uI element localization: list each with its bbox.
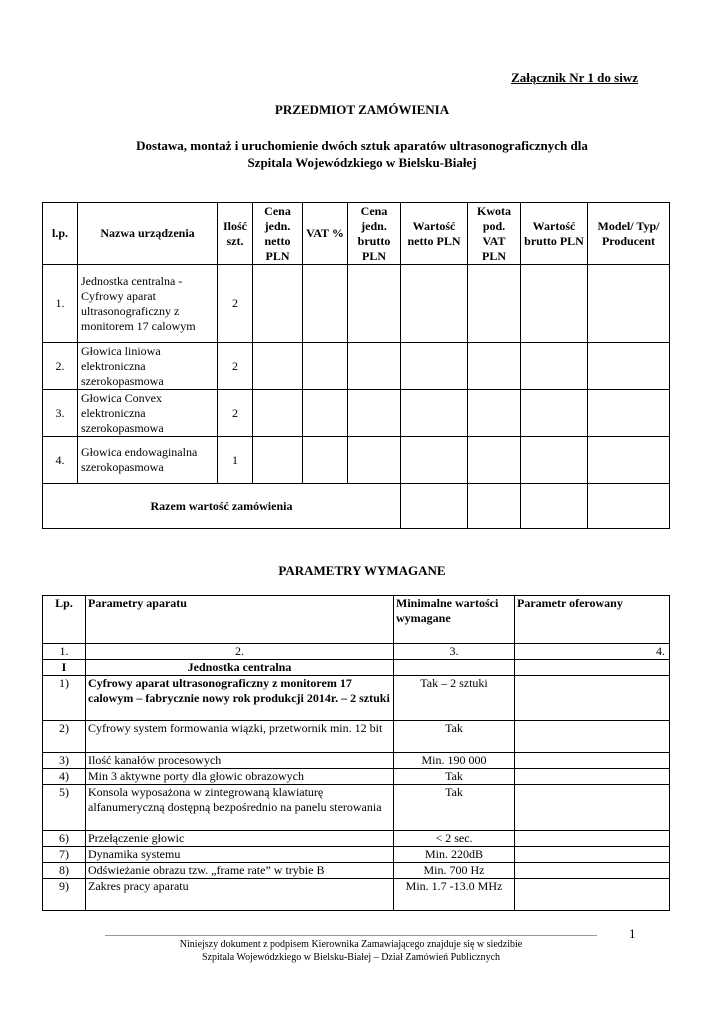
document-title: PRZEDMIOT ZAMÓWIENIA bbox=[274, 102, 450, 117]
footer-divider bbox=[105, 935, 597, 936]
param-min: < 2 sec. bbox=[394, 831, 515, 847]
col-number: 2. bbox=[86, 644, 394, 660]
col-net-value: Wartość netto PLN bbox=[401, 203, 468, 265]
col-model: Model/ Typ/ Producent bbox=[588, 203, 670, 265]
col-vat: VAT % bbox=[303, 203, 348, 265]
row-qty: 1 bbox=[218, 437, 253, 484]
param-lp: 9) bbox=[43, 879, 86, 911]
params-header bbox=[43, 596, 670, 644]
table-row bbox=[43, 863, 670, 879]
param-text: Cyfrowy aparat ultrasonograficzny z monitorem 17 calowym – fabrycznie nowy rok produkcji 2014r. – 2 sztuki bbox=[86, 676, 394, 721]
table-row bbox=[43, 676, 670, 721]
table-row bbox=[43, 785, 670, 831]
col-vat-amount: Kwota pod. VAT PLN bbox=[468, 203, 521, 265]
table-row bbox=[43, 753, 670, 769]
param-text: Odświeżanie obrazu tzw. „frame rate” w trybie B bbox=[86, 863, 394, 879]
param-lp: 2) bbox=[43, 721, 86, 753]
total-label: Razem wartość zamówienia bbox=[43, 484, 401, 529]
row-name: Głowica liniowa elektroniczna szerokopasmowa bbox=[78, 343, 218, 390]
footer-note bbox=[105, 938, 597, 964]
params-col-param: Parametry aparatu bbox=[86, 596, 394, 644]
row-name: Głowica endowaginalna szerokopasmowa bbox=[78, 437, 218, 484]
param-lp: 7) bbox=[43, 847, 86, 863]
params-col-numbers bbox=[43, 644, 670, 660]
params-col-offered: Parametr oferowany bbox=[515, 596, 670, 644]
param-min: Min. 220dB bbox=[394, 847, 515, 863]
row-name: Jednostka centralna - Cyfrowy aparat ultrasonograficzny z monitorem 17 calowym bbox=[78, 265, 218, 343]
annex-label: Załącznik Nr 1 do siwz bbox=[511, 70, 638, 85]
param-text: Konsola wyposażona w zintegrowaną klawiaturę alfanumeryczną dostępną bezpośrednio na panelu sterowania bbox=[86, 785, 394, 831]
row-qty: 2 bbox=[218, 343, 253, 390]
param-lp: 8) bbox=[43, 863, 86, 879]
table-row bbox=[43, 847, 670, 863]
section-row bbox=[43, 660, 670, 676]
row-name: Głowica Convex elektroniczna szerokopasmowa bbox=[78, 390, 218, 437]
subtitle-line-1: Dostawa, montaż i uruchomienie dwóch sztuk aparatów ultrasonograficznych dla bbox=[136, 138, 588, 153]
param-lp: 3) bbox=[43, 753, 86, 769]
param-text: Zakres pracy aparatu bbox=[86, 879, 394, 911]
footer-line-2: Szpitala Wojewódzkiego w Bielsku-Białej – Dział Zamówień Publicznych bbox=[201, 952, 501, 963]
table-row bbox=[43, 769, 670, 785]
order-table bbox=[42, 202, 670, 529]
param-lp: 4) bbox=[43, 769, 86, 785]
params-col-min: Minimalne wartości wymagane bbox=[394, 596, 515, 644]
col-number: 1. bbox=[43, 644, 86, 660]
param-text: Ilość kanałów procesowych bbox=[86, 753, 394, 769]
param-lp: 5) bbox=[43, 785, 86, 831]
table-row bbox=[43, 390, 670, 437]
param-min: Tak bbox=[394, 721, 515, 753]
row-qty: 2 bbox=[218, 265, 253, 343]
table-row bbox=[43, 879, 670, 911]
col-number: 4. bbox=[515, 644, 670, 660]
section-name: Jednostka centralna bbox=[86, 660, 394, 676]
col-name: Nazwa urządzenia bbox=[78, 203, 218, 265]
subtitle-line-2: Szpitala Wojewódzkiego w Bielsku-Białej bbox=[247, 155, 477, 170]
params-table bbox=[42, 595, 670, 911]
params-title: PARAMETRY WYMAGANE bbox=[278, 563, 446, 578]
total-row bbox=[43, 484, 670, 529]
row-lp: 1. bbox=[43, 265, 78, 343]
col-lp: l.p. bbox=[43, 203, 78, 265]
table-row bbox=[43, 721, 670, 753]
param-text: Dynamika systemu bbox=[86, 847, 394, 863]
param-min: Min. 1.7 -13.0 MHz bbox=[394, 879, 515, 911]
param-text: Cyfrowy system formowania wiązki, przetwornik min. 12 bit bbox=[86, 721, 394, 753]
document-subtitle bbox=[90, 137, 634, 171]
param-text: Przełączenie głowic bbox=[86, 831, 394, 847]
row-lp: 2. bbox=[43, 343, 78, 390]
col-unit-net: Cena jedn. netto PLN bbox=[253, 203, 303, 265]
col-qty: Ilość szt. bbox=[218, 203, 253, 265]
param-min: Min. 190 000 bbox=[394, 753, 515, 769]
footer-line-1: Niniejszy dokument z podpisem Kierownika Zamawiającego znajduje się w siedzibie bbox=[179, 939, 523, 950]
params-col-lp: Lp. bbox=[43, 596, 86, 644]
row-lp: 4. bbox=[43, 437, 78, 484]
section-lp: I bbox=[43, 660, 86, 676]
param-text: Min 3 aktywne porty dla głowic obrazowych bbox=[86, 769, 394, 785]
page-number: 1 bbox=[629, 926, 636, 941]
table-row bbox=[43, 437, 670, 484]
col-gross-value: Wartość brutto PLN bbox=[521, 203, 588, 265]
col-number: 3. bbox=[394, 644, 515, 660]
param-min: Tak bbox=[394, 769, 515, 785]
param-min: Min. 700 Hz bbox=[394, 863, 515, 879]
param-lp: 6) bbox=[43, 831, 86, 847]
param-min: Tak – 2 sztuki bbox=[394, 676, 515, 721]
param-min: Tak bbox=[394, 785, 515, 831]
row-qty: 2 bbox=[218, 390, 253, 437]
row-lp: 3. bbox=[43, 390, 78, 437]
table-row bbox=[43, 831, 670, 847]
col-unit-gross: Cena jedn. brutto PLN bbox=[348, 203, 401, 265]
table-row bbox=[43, 265, 670, 343]
table-row bbox=[43, 343, 670, 390]
order-table-header bbox=[43, 203, 670, 265]
param-lp: 1) bbox=[43, 676, 86, 721]
